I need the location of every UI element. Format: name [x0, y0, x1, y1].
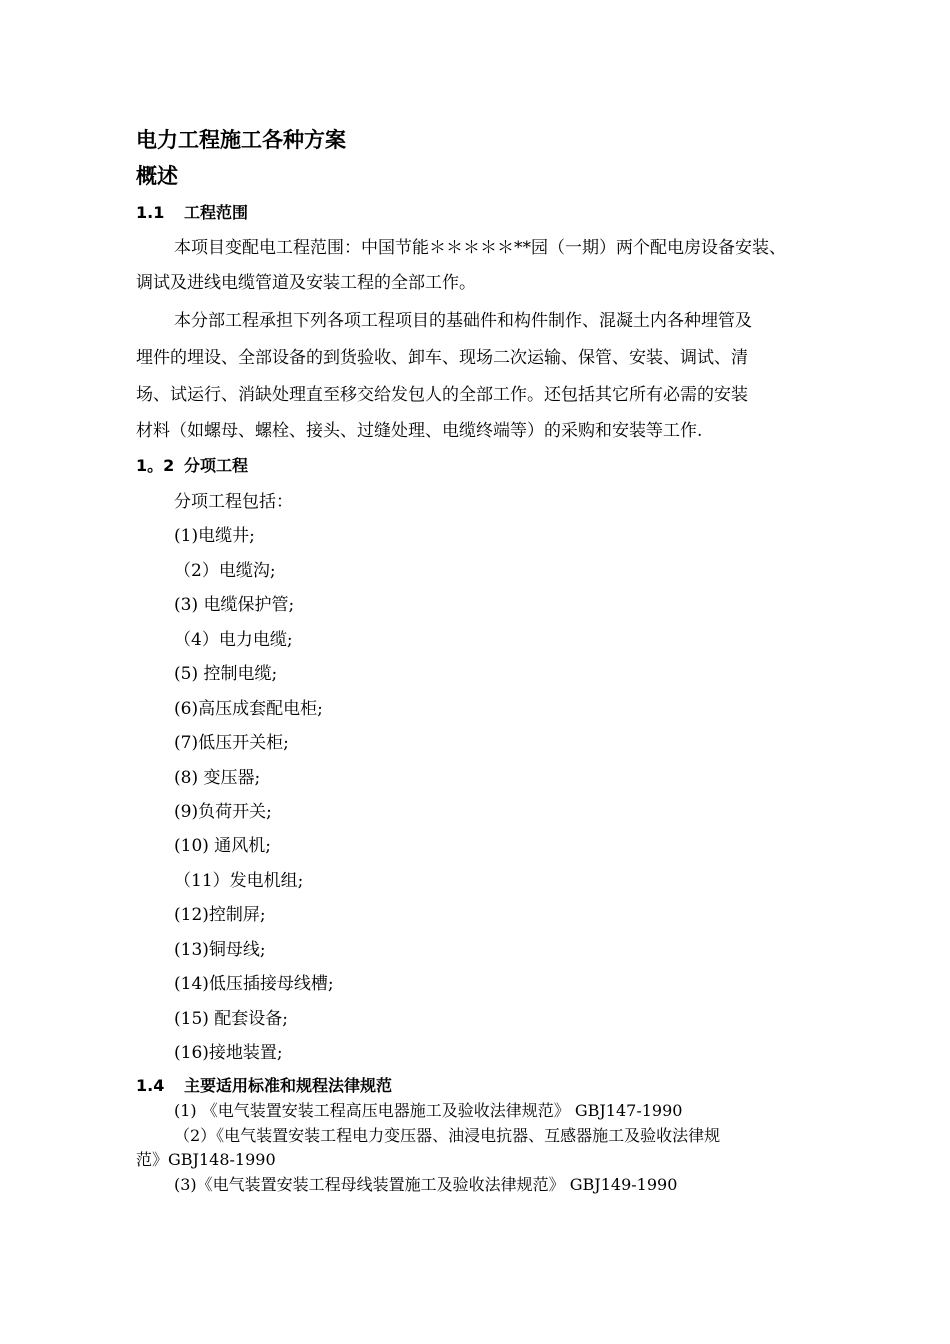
- list-item: (8) 变压器;: [174, 768, 261, 788]
- list-item: (12)控制屏;: [174, 905, 266, 925]
- reference-line: 范》GBJ148-1990: [136, 1150, 276, 1169]
- list-item: (15) 配套设备;: [174, 1009, 289, 1029]
- paragraph-line: 本分部工程承担下列各项工程项目的基础件和构件制作、混凝土内各种埋管及: [174, 311, 752, 331]
- paragraph-line: 本项目变配电工程范围：中国节能＊＊＊＊＊**园（一期）两个配电房设备安装、: [174, 238, 786, 258]
- heading-number: 1.4: [136, 1076, 165, 1095]
- list-item: (7)低压开关柜;: [174, 733, 289, 753]
- list-item: （2）电缆沟;: [174, 561, 276, 581]
- heading-number: 1.1: [136, 203, 165, 222]
- list-item: （11）发电机组;: [174, 871, 304, 891]
- paragraph-line: 材料（如螺母、螺栓、接头、过缝处理、电缆终端等）的采购和安装等工作.: [136, 421, 703, 441]
- heading-text: 分项工程: [184, 456, 249, 475]
- list-item: (1)电缆井;: [174, 526, 255, 546]
- list-item: (5) 控制电缆;: [174, 664, 278, 684]
- list-item: (9)负荷开关;: [174, 802, 272, 822]
- list-item: (6)高压成套配电柜;: [174, 699, 323, 719]
- list-item: (10) 通风机;: [174, 836, 272, 856]
- paragraph-line: 场、试运行、消缺处理直至移交给发包人的全部工作。还包括其它所有必需的安装: [136, 385, 748, 405]
- heading-1-4: [136, 1073, 392, 1096]
- document-title: 电力工程施工各种方案: [136, 128, 346, 152]
- list-item: (16)接地装置;: [174, 1043, 283, 1063]
- reference-line: （2）《电气装置安装工程电力变压器、油浸电抗器、互感器施工及验收法律规: [174, 1126, 721, 1145]
- heading-1-1: [136, 200, 248, 223]
- reference-line: (3)《电气装置安装工程母线装置施工及验收法律规范》 GBJ149-1990: [174, 1175, 678, 1194]
- heading-text: 主要适用标准和规程法律规范: [184, 1076, 393, 1095]
- heading-1-2: [136, 453, 248, 476]
- list-intro: 分项工程包括：: [174, 492, 293, 512]
- section-title: 概述: [136, 164, 178, 188]
- paragraph-line: 调试及进线电缆管道及安装工程的全部工作。: [136, 273, 476, 293]
- list-item: (13)铜母线;: [174, 940, 266, 960]
- heading-number: 1。2: [136, 456, 175, 475]
- list-item: (14)低压插接母线槽;: [174, 974, 334, 994]
- heading-text: 工程范围: [184, 203, 249, 222]
- list-item: （4）电力电缆;: [174, 630, 293, 650]
- paragraph-line: 埋件的埋设、全部设备的到货验收、卸车、现场二次运输、保管、安装、调试、清: [136, 348, 748, 368]
- list-item: (3) 电缆保护管;: [174, 595, 295, 615]
- reference-line: (1) 《电气装置安装工程高压电器施工及验收法律规范》 GBJ147-1990: [174, 1101, 683, 1120]
